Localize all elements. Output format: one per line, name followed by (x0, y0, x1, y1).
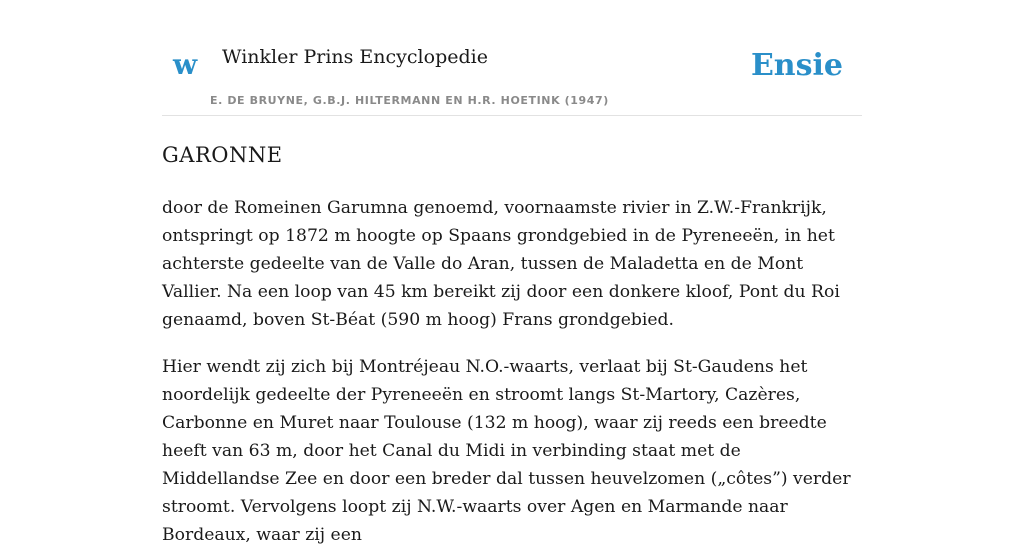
article-paragraph: Hier wendt zij zich bij Montréjeau N.O.-waarts, verlaat bij St-Gaudens het noordelijk gedeelte der Pyreneeën en stroomt langs St-Martory, Cazères, Carbonne en Muret naar Toulouse (132 m hoog), waar zij reeds een breedte heeft van 63 m, door het Canal du Midi in verbinding staat met de Middellandse Zee en door een breder dal tussen heuvelzomen („côtes”) verder stroomt. Vervolgens loopt zij N.W.-waarts over Agen en Marmande naar Bordeaux, waar zij een (162, 357, 851, 546)
site-title[interactable]: Winkler Prins Encyclopedie (222, 46, 488, 68)
authors-line: E. DE BRUYNE, G.B.J. HILTERMANN EN H.R. HOETINK (1947) (210, 94, 609, 107)
ensie-brand-link[interactable]: Ensie (750, 48, 843, 83)
winkler-prins-logo[interactable]: w (173, 48, 198, 81)
article-title: GARONNE (162, 143, 283, 167)
site-header (162, 0, 862, 116)
article-paragraph: door de Romeinen Garumna genoemd, voornaamste rivier in Z.W.-Frankrijk, ontspringt op 1872 m hoogte op Spaans grondgebied in de Pyreneeën, in het achterste gedeelte van de Valle do Aran, tussen de Maladetta en de Mont Vallier. Na een loop van 45 km bereikt zij door een donkere kloof, Pont du Roi genaamd, boven St-Béat (590 m hoog) Frans grondgebied. (162, 198, 840, 331)
page-container (162, 0, 862, 549)
article-body (162, 194, 862, 549)
